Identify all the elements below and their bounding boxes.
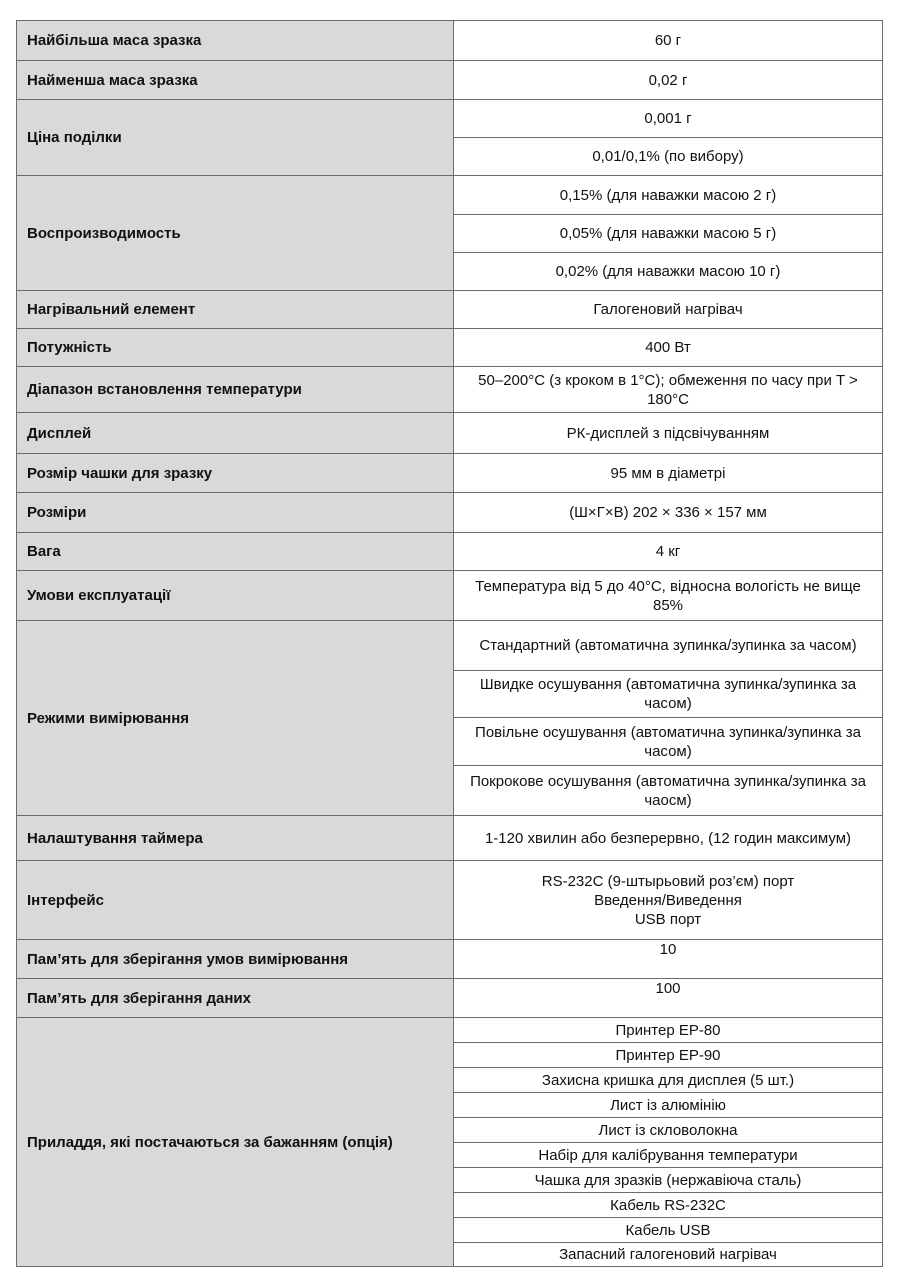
spec-value: Швидке осушування (автоматична зупинка/зупинка за часом)	[454, 671, 883, 718]
spec-value: 0,02 г	[454, 61, 883, 100]
spec-label: Інтерфейс	[17, 861, 454, 940]
table-row	[17, 940, 883, 979]
spec-label: Нагрівальний елемент	[17, 291, 454, 329]
table-row	[17, 176, 883, 215]
spec-value: Покрокове осушування (автоматична зупинка/зупинка за чаосм)	[454, 766, 883, 816]
spec-value: 10	[454, 940, 883, 979]
spec-value: 0,01/0,1% (по вибору)	[454, 138, 883, 176]
spec-value: 60 г	[454, 21, 883, 61]
spec-value: Лист із алюмінію	[454, 1093, 883, 1118]
spec-label: Діапазон встановлення температури	[17, 367, 454, 413]
spec-label: Найбільша маса зразка	[17, 21, 454, 61]
table-row	[17, 367, 883, 413]
table-row	[17, 861, 883, 940]
table-row	[17, 21, 883, 61]
spec-label: Вага	[17, 533, 454, 571]
table-row	[17, 816, 883, 861]
spec-value: Запасний галогеновий нагрівач	[454, 1243, 883, 1267]
spec-value: 95 мм в діаметрі	[454, 454, 883, 493]
spec-value: 0,05% (для наважки масою 5 г)	[454, 215, 883, 253]
spec-value: 1-120 хвилин або безперервно, (12 годин максимум)	[454, 816, 883, 861]
spec-value: Стандартний (автоматична зупинка/зупинка за часом)	[454, 621, 883, 671]
spec-value: Чашка для зразків (нержавіюча сталь)	[454, 1168, 883, 1193]
spec-label: Дисплей	[17, 413, 454, 454]
table-row	[17, 329, 883, 367]
table-row	[17, 100, 883, 138]
spec-value: Кабель RS-232C	[454, 1193, 883, 1218]
spec-value: Температура від 5 до 40°C, відносна вологість не вище 85%	[454, 571, 883, 621]
spec-value: 400 Вт	[454, 329, 883, 367]
spec-label: Розміри	[17, 493, 454, 533]
spec-label: Найменша маса зразка	[17, 61, 454, 100]
spec-value: 0,001 г	[454, 100, 883, 138]
spec-label: Воспроизводимость	[17, 176, 454, 291]
spec-label: Розмір чашки для зразку	[17, 454, 454, 493]
spec-label: Налаштування таймера	[17, 816, 454, 861]
spec-value: Принтер EP-80	[454, 1018, 883, 1043]
spec-value: 4 кг	[454, 533, 883, 571]
table-row	[17, 1018, 883, 1043]
spec-value: Лист із скловолокна	[454, 1118, 883, 1143]
spec-label: Пам’ять для зберігання даних	[17, 979, 454, 1018]
spec-value: Кабель USB	[454, 1218, 883, 1243]
spec-label: Потужність	[17, 329, 454, 367]
spec-value: Захисна кришка для дисплея (5 шт.)	[454, 1068, 883, 1093]
spec-label: Умови експлуатації	[17, 571, 454, 621]
spec-value: РК-дисплей з підсвічуванням	[454, 413, 883, 454]
spec-value: Набір для калібрування температури	[454, 1143, 883, 1168]
table-row	[17, 621, 883, 671]
table-row	[17, 454, 883, 493]
spec-value: 0,02% (для наважки масою 10 г)	[454, 253, 883, 291]
table-row	[17, 61, 883, 100]
spec-label: Ціна поділки	[17, 100, 454, 176]
spec-label: Режими вимірювання	[17, 621, 454, 816]
spec-value: 0,15% (для наважки масою 2 г)	[454, 176, 883, 215]
spec-label: Приладдя, які постачаються за бажанням (опція)	[17, 1018, 454, 1267]
table-row	[17, 291, 883, 329]
spec-value: RS-232C (9-штырьовий роз’єм) порт Введення/Виведення USB порт	[454, 861, 883, 940]
table-row	[17, 571, 883, 621]
spec-label: Пам’ять для зберігання умов вимірювання	[17, 940, 454, 979]
table-row	[17, 979, 883, 1018]
spec-value: 50–200°C (з кроком в 1°C); обмеження по часу при T > 180°C	[454, 367, 883, 413]
spec-value: Принтер EP-90	[454, 1043, 883, 1068]
table-row	[17, 533, 883, 571]
spec-value: Повільне осушування (автоматична зупинка/зупинка за часом)	[454, 718, 883, 766]
table-row	[17, 493, 883, 533]
specifications-table	[16, 20, 883, 1267]
spec-value: Галогеновий нагрівач	[454, 291, 883, 329]
spec-value: (Ш×Г×В) 202 × 336 × 157 мм	[454, 493, 883, 533]
table-row	[17, 413, 883, 454]
spec-value: 100	[454, 979, 883, 1018]
